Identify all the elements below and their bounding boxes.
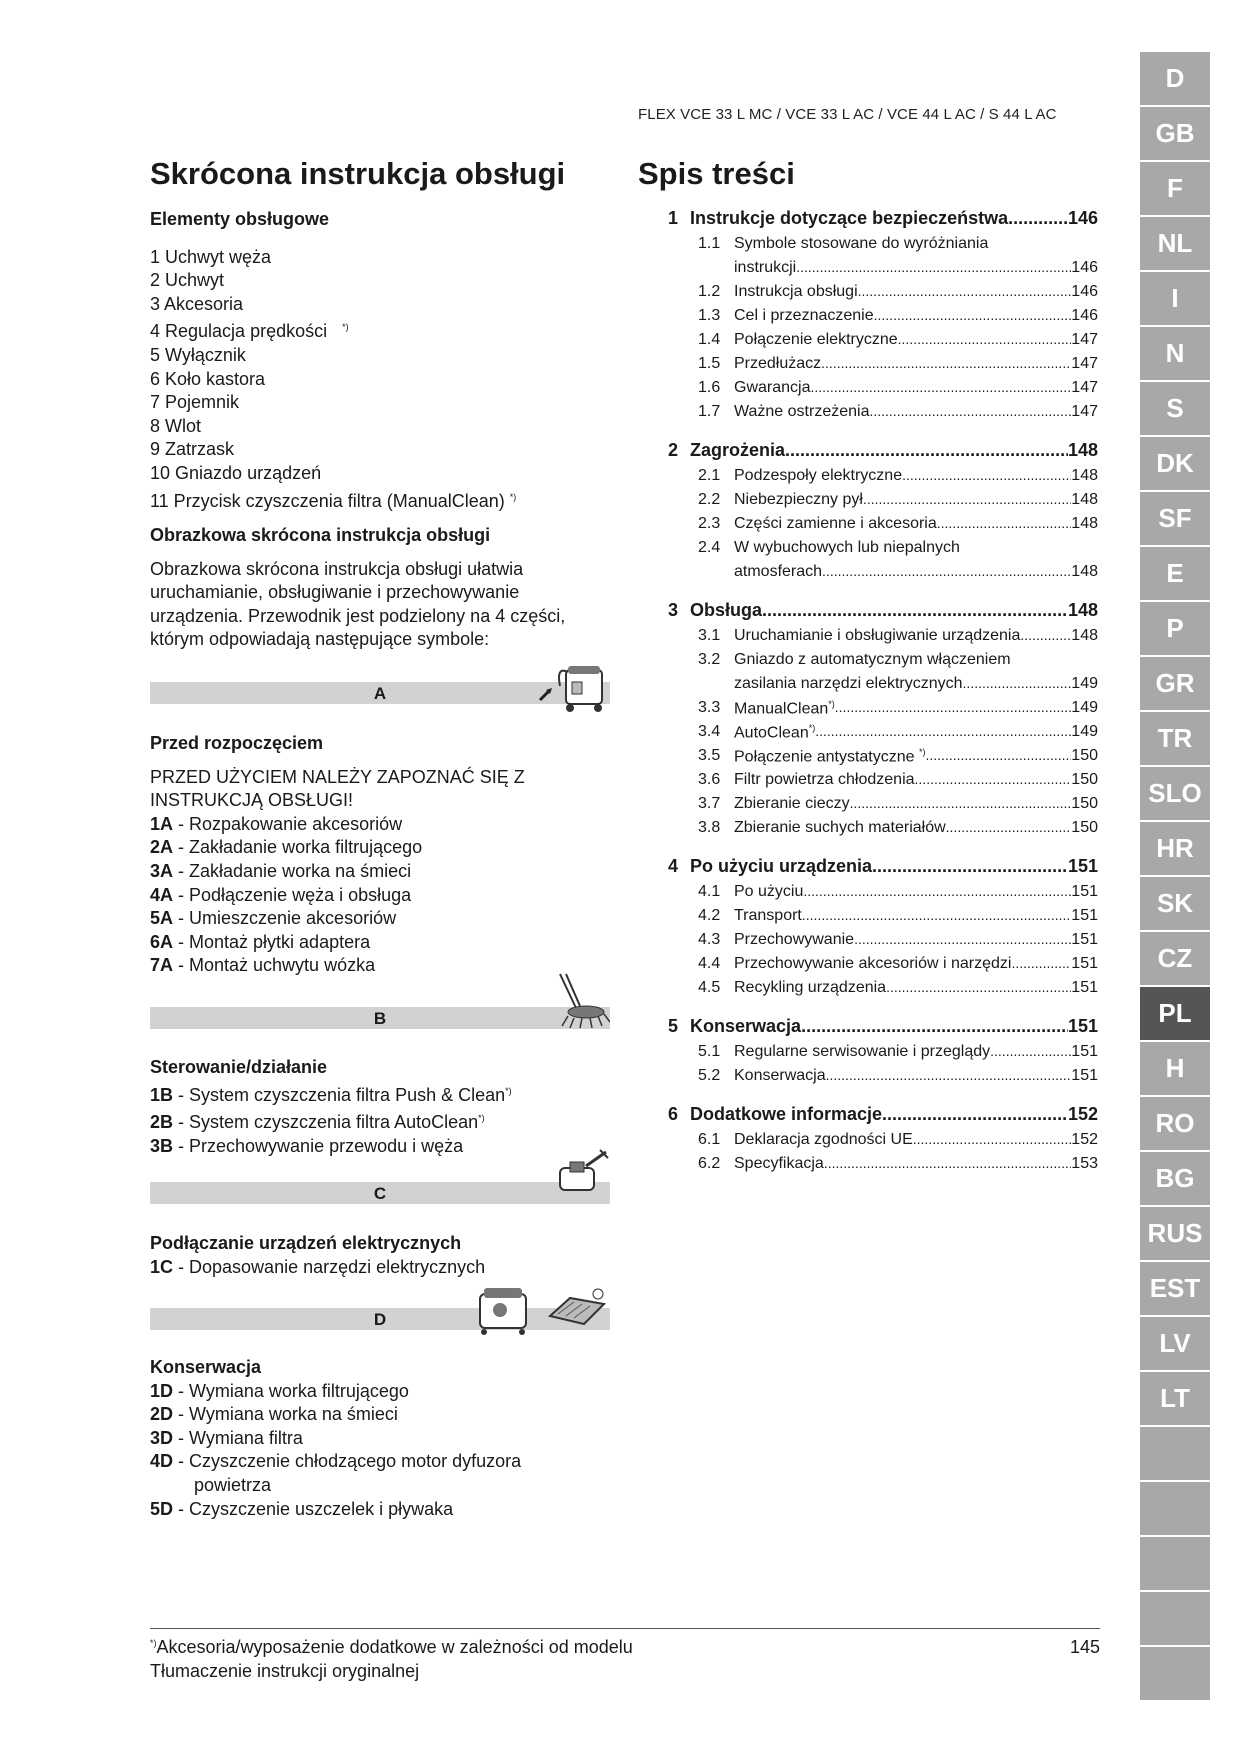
toc-item-4-1[interactable]: 4.1 Po użyciu ..... 151 [698, 883, 1098, 901]
lang-tab-n[interactable]: N [1140, 327, 1210, 382]
toc-item-5-1[interactable]: 5.1 Regularne serwisowanie i przeglądy ..... 151 [698, 1043, 1098, 1061]
list-item: 5A - Umieszczenie akcesoriów [150, 908, 397, 929]
lang-tab-empty [1140, 1537, 1210, 1592]
lang-tab-nl[interactable]: NL [1140, 217, 1210, 272]
lang-tab-slo[interactable]: SLO [1140, 767, 1210, 822]
control-item: 1 Uchwyt węża [150, 246, 272, 267]
lang-tab-empty [1140, 1482, 1210, 1537]
list-item-continuation: powietrza [194, 1474, 272, 1495]
lang-tab-empty [1140, 1592, 1210, 1647]
lang-tab-f[interactable]: F [1140, 162, 1210, 217]
section-band-c: C [150, 1182, 610, 1204]
vacuum-cleaner-icon [538, 656, 610, 714]
toc-item-1-6[interactable]: 1.6 Gwarancja ..... 147 [698, 379, 1098, 397]
toc-section-6[interactable]: 6 Dodatkowe informacje ..... 152 [668, 1104, 1098, 1125]
lang-tab-s[interactable]: S [1140, 382, 1210, 437]
control-item: 10 Gniazdo urządzeń [150, 462, 322, 483]
toc-section-2[interactable]: 2 Zagrożenia ..... 148 [668, 440, 1098, 461]
model-header: FLEX VCE 33 L MC / VCE 33 L AC / VCE 44 L AC / S 44 L AC [638, 106, 1057, 123]
toc-item-3-8[interactable]: 3.8 Zbieranie suchych materiałów ..... 150 [698, 819, 1098, 837]
power-tool-icon [556, 1148, 610, 1196]
toc-section-1[interactable]: 1 Instrukcje dotyczące bezpieczeństwa ..... 146 [668, 208, 1098, 229]
list-item: 1B - System czyszczenia filtra Push & Clean*) [150, 1084, 512, 1105]
control-item: 11 Przycisk czyszczenia filtra (ManualClean) *) [150, 490, 517, 511]
lang-tab-bg[interactable]: BG [1140, 1152, 1210, 1207]
picture-guide-text: Obrazkowa skrócona instrukcja obsługi ułatwia uruchamianie, obsługiwanie i przechowywanie urządzenia. Przewodnik jest podzielony na 4 części, którym odpowiadają następujące symbole: [150, 558, 566, 650]
picture-guide-section [150, 524, 612, 652]
toc-item-4-4[interactable]: 4.4 Przechowywanie akcesoriów i narzędzi ..... 151 [698, 955, 1098, 973]
section-d [150, 1356, 620, 1521]
toc-item-2-1[interactable]: 2.1 Podzespoły elektryczne ..... 148 [698, 467, 1098, 485]
control-item: 3 Akcesoria [150, 293, 244, 314]
controls-section [150, 208, 620, 513]
list-item: 4A - Podłączenie węża i obsługa [150, 884, 412, 905]
control-item: 9 Zatrzask [150, 439, 235, 460]
page-title: Skrócona instrukcja obsługi [150, 156, 566, 191]
picture-guide-heading: Obrazkowa skrócona instrukcja obsługi [150, 525, 491, 545]
lang-tab-dk[interactable]: DK [1140, 437, 1210, 492]
toc-item-3-4[interactable]: 3.4 AutoClean*) ..... 149 [698, 723, 1098, 742]
control-item: 6 Koło kastora [150, 368, 266, 389]
lang-tab-lv[interactable]: LV [1140, 1317, 1210, 1372]
toc-item-3-7[interactable]: 3.7 Zbieranie cieczy ..... 150 [698, 795, 1098, 813]
section-c [150, 1232, 620, 1279]
lang-tab-ro[interactable]: RO [1140, 1097, 1210, 1152]
lang-tab-rus[interactable]: RUS [1140, 1207, 1210, 1262]
list-item: 3D - Wymiana filtra [150, 1427, 303, 1448]
page-number: 145 [1070, 1637, 1101, 1657]
lang-tab-empty [1140, 1427, 1210, 1482]
toc-section-4[interactable]: 4 Po użyciu urządzenia ..... 151 [668, 856, 1098, 877]
toc-item-1-3[interactable]: 1.3 Cel i przeznaczenie ..... 146 [698, 307, 1098, 325]
control-item: 4 Regulacja prędkości *) [150, 321, 349, 342]
toc-item-2-4-cont[interactable]: atmosferach ..... 148 [734, 563, 1098, 581]
section-a-heading: Przed rozpoczęciem [150, 733, 324, 753]
lang-tab-d[interactable]: D [1140, 52, 1210, 107]
control-item: 8 Wlot [150, 415, 202, 436]
toc-item-3-5[interactable]: 3.5 Połączenie antystatyczne *) ..... 150 [698, 747, 1098, 766]
lang-tab-sf[interactable]: SF [1140, 492, 1210, 547]
toc-item-5-2[interactable]: 5.2 Konserwacja ..... 151 [698, 1067, 1098, 1085]
maintenance-icon [470, 1280, 610, 1336]
control-item: 2 Uchwyt [150, 270, 225, 291]
footer-translation: Tłumaczenie instrukcji oryginalnej [150, 1661, 420, 1681]
list-item: 3B - Przechowywanie przewodu i węża [150, 1135, 464, 1156]
toc-item-3-1[interactable]: 3.1 Uruchamianie i obsługiwanie urządzenia ..... 148 [698, 627, 1098, 645]
section-a-intro: PRZED UŻYCIEM NALEŻY ZAPOZNAĆ SIĘ Z INSTRUKCJĄ OBSŁUGI! [150, 766, 525, 811]
section-band-a: A [150, 682, 610, 704]
section-b [150, 1056, 620, 1158]
toc-item-3-2[interactable]: 3.2 Gniazdo z automatycznym włączeniem [698, 651, 1011, 668]
list-item: 7A - Montaż uchwytu wózka [150, 955, 376, 976]
toc-item-1-1-cont[interactable]: instrukcji ..... 146 [734, 259, 1098, 277]
toc-item-1-1[interactable]: 1.1 Symbole stosowane do wyróżniania [698, 235, 989, 252]
lang-tab-gb[interactable]: GB [1140, 107, 1210, 162]
toc-item-2-2[interactable]: 2.2 Niebezpieczny pył ..... 148 [698, 491, 1098, 509]
toc-item-4-3[interactable]: 4.3 Przechowywanie ..... 151 [698, 931, 1098, 949]
toc-item-2-4[interactable]: 2.4 W wybuchowych lub niepalnych [698, 539, 960, 556]
lang-tab-gr[interactable]: GR [1140, 657, 1210, 712]
toc-title: Spis treści [638, 156, 795, 191]
footer-note: *)Akcesoria/wyposażenie dodatkowe w zależności od modelu [150, 1637, 633, 1657]
toc-item-6-2[interactable]: 6.2 Specyfikacja ..... 153 [698, 1155, 1098, 1173]
list-item: 2D - Wymiana worka na śmieci [150, 1404, 398, 1425]
section-d-heading: Konserwacja [150, 1357, 262, 1377]
list-item: 2B - System czyszczenia filtra AutoClean*) [150, 1112, 485, 1133]
section-b-heading: Sterowanie/działanie [150, 1057, 328, 1077]
toc-item-1-7[interactable]: 1.7 Ważne ostrzeżenia ..... 147 [698, 403, 1098, 421]
list-item: 1A - Rozpakowanie akcesoriów [150, 813, 403, 834]
section-band-d: D [150, 1308, 610, 1330]
list-item: 5D - Czyszczenie uszczelek i pływaka [150, 1498, 454, 1519]
list-item: 4D - Czyszczenie chłodzącego motor dyfuzora [150, 1451, 522, 1472]
lang-tab-h[interactable]: H [1140, 1042, 1210, 1097]
lang-tab-pl[interactable]: PL [1140, 987, 1210, 1042]
toc-item-6-1[interactable]: 6.1 Deklaracja zgodności UE ..... 152 [698, 1131, 1098, 1149]
section-band-b: B [150, 1007, 610, 1029]
lang-tab-e[interactable]: E [1140, 547, 1210, 602]
floor-brush-icon [556, 972, 610, 1030]
lang-tab-lt[interactable]: LT [1140, 1372, 1210, 1427]
toc-item-1-4[interactable]: 1.4 Połączenie elektryczne ..... 147 [698, 331, 1098, 349]
list-item: 2A - Zakładanie worka filtrującego [150, 837, 423, 858]
lang-tab-p[interactable]: P [1140, 602, 1210, 657]
section-a [150, 732, 620, 978]
lang-tab-sk[interactable]: SK [1140, 877, 1210, 932]
list-item: 1C - Dopasowanie narzędzi elektrycznych [150, 1256, 486, 1277]
toc-item-2-3[interactable]: 2.3 Części zamienne i akcesoria ..... 148 [698, 515, 1098, 533]
toc-item-3-2-cont[interactable]: zasilania narzędzi elektrycznych ..... 149 [734, 675, 1098, 693]
list-item: 3A - Zakładanie worka na śmieci [150, 860, 412, 881]
toc-item-1-5[interactable]: 1.5 Przedłużacz ..... 147 [698, 355, 1098, 373]
toc-item-1-2[interactable]: 1.2 Instrukcja obsługi ..... 146 [698, 283, 1098, 301]
lang-tab-cz[interactable]: CZ [1140, 932, 1210, 987]
lang-tab-est[interactable]: EST [1140, 1262, 1210, 1317]
toc-section-3[interactable]: 3 Obsługa ..... 148 [668, 600, 1098, 621]
control-item: 5 Wyłącznik [150, 344, 246, 365]
lang-tab-tr[interactable]: TR [1140, 712, 1210, 767]
lang-tab-i[interactable]: I [1140, 272, 1210, 327]
toc-section-5[interactable]: 5 Konserwacja ..... 151 [668, 1016, 1098, 1037]
controls-heading: Elementy obsługowe [150, 209, 330, 229]
toc-item-3-3[interactable]: 3.3 ManualClean*) ..... 149 [698, 699, 1098, 718]
section-c-heading: Podłączanie urządzeń elektrycznych [150, 1233, 462, 1253]
lang-tab-hr[interactable]: HR [1140, 822, 1210, 877]
list-item: 6A - Montaż płytki adaptera [150, 931, 371, 952]
toc-item-4-5[interactable]: 4.5 Recykling urządzenia ..... 151 [698, 979, 1098, 997]
list-item: 1D - Wymiana worka filtrującego [150, 1380, 409, 1401]
toc-item-4-2[interactable]: 4.2 Transport ..... 151 [698, 907, 1098, 925]
footer-divider [150, 1628, 1100, 1629]
lang-tab-empty [1140, 1647, 1210, 1702]
toc-item-3-6[interactable]: 3.6 Filtr powietrza chłodzenia ..... 150 [698, 771, 1098, 789]
control-item: 7 Pojemnik [150, 392, 240, 413]
